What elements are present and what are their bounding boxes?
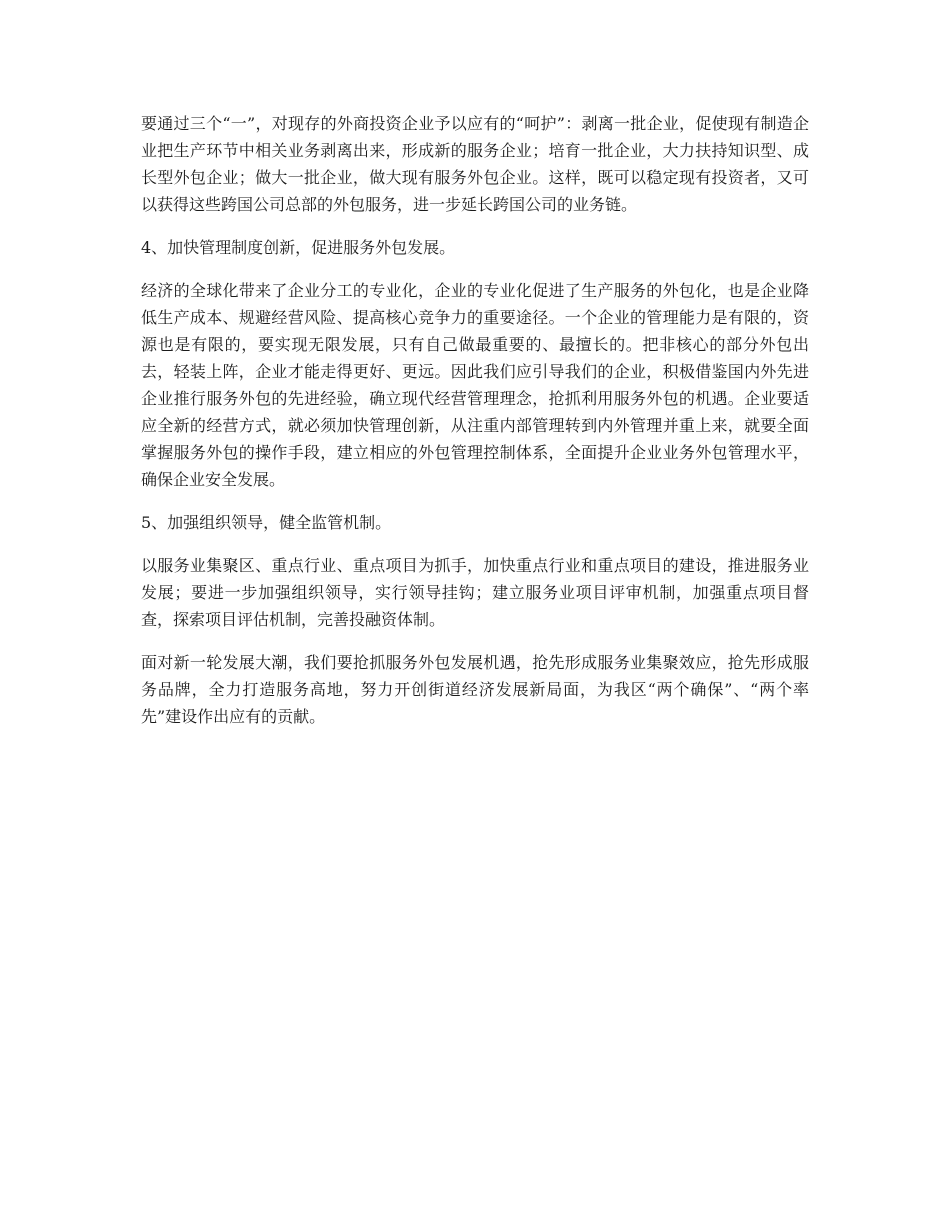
paragraph-organization-leadership: 以服务业集聚区、重点行业、重点项目为抓手，加快重点行业和重点项目的建设，推进服务业发展；要进一步加强组织领导，实行领导挂钩；建立服务业项目评审机制，加强重点项目督查，探索项目评估机制，完善投融资体制。 (141, 556, 809, 629)
paragraph-management-innovation: 经济的全球化带来了企业分工的专业化，企业的专业化促进了生产服务的外包化，也是企业降低生产成本、规避经营风险、提高核心竞争力的重要途径。一个企业的管理能力是有限的，资源也是有限的，要实现无限发展，只有自己做最重要的、最擅长的。把非核心的部分外包出去，轻装上阵，企业才能走得更好、更远。因此我们应引导我们的企业，积极借鉴国内外先进企业推行服务外包的先进经验，确立现代经营管理理念，抢抓利用服务外包的机遇。企业要适应全新的经营方式，就必须加快管理创新，从注重内部管理转到内外管理并重上来，就要全面掌握服务外包的操作手段，建立相应的外包管理控制体系，全面提升企业业务外包管理水平，确保企业安全发展。 (141, 281, 809, 489)
section-heading-5: 5、加强组织领导，健全监管机制。 (141, 513, 392, 532)
section-heading-4: 4、加快管理制度创新，促进服务外包发展。 (141, 238, 456, 257)
document-page (141, 110, 809, 746)
paragraph-conclusion: 面对新一轮发展大潮，我们要抢抓服务外包发展机遇，抢先形成服务业集聚效应，抢先形成服务品牌，全力打造服务高地，努力开创街道经济发展新局面，为我区“两个确保”、“两个率先”建设作出应有的贡献。 (141, 653, 809, 726)
paragraph-foreign-enterprises: 要通过三个“一”，对现存的外商投资企业予以应有的“呵护”：剥离一批企业，促使现有制造企业把生产环节中相关业务剥离出来，形成新的服务企业；培育一批企业，大力扶持知识型、成长型外包企业；做大一批企业，做大现有服务外包企业。这样，既可以稳定现有投资者，又可以获得这些跨国公司总部的外包服务，进一步延长跨国公司的业务链。 (141, 114, 809, 214)
